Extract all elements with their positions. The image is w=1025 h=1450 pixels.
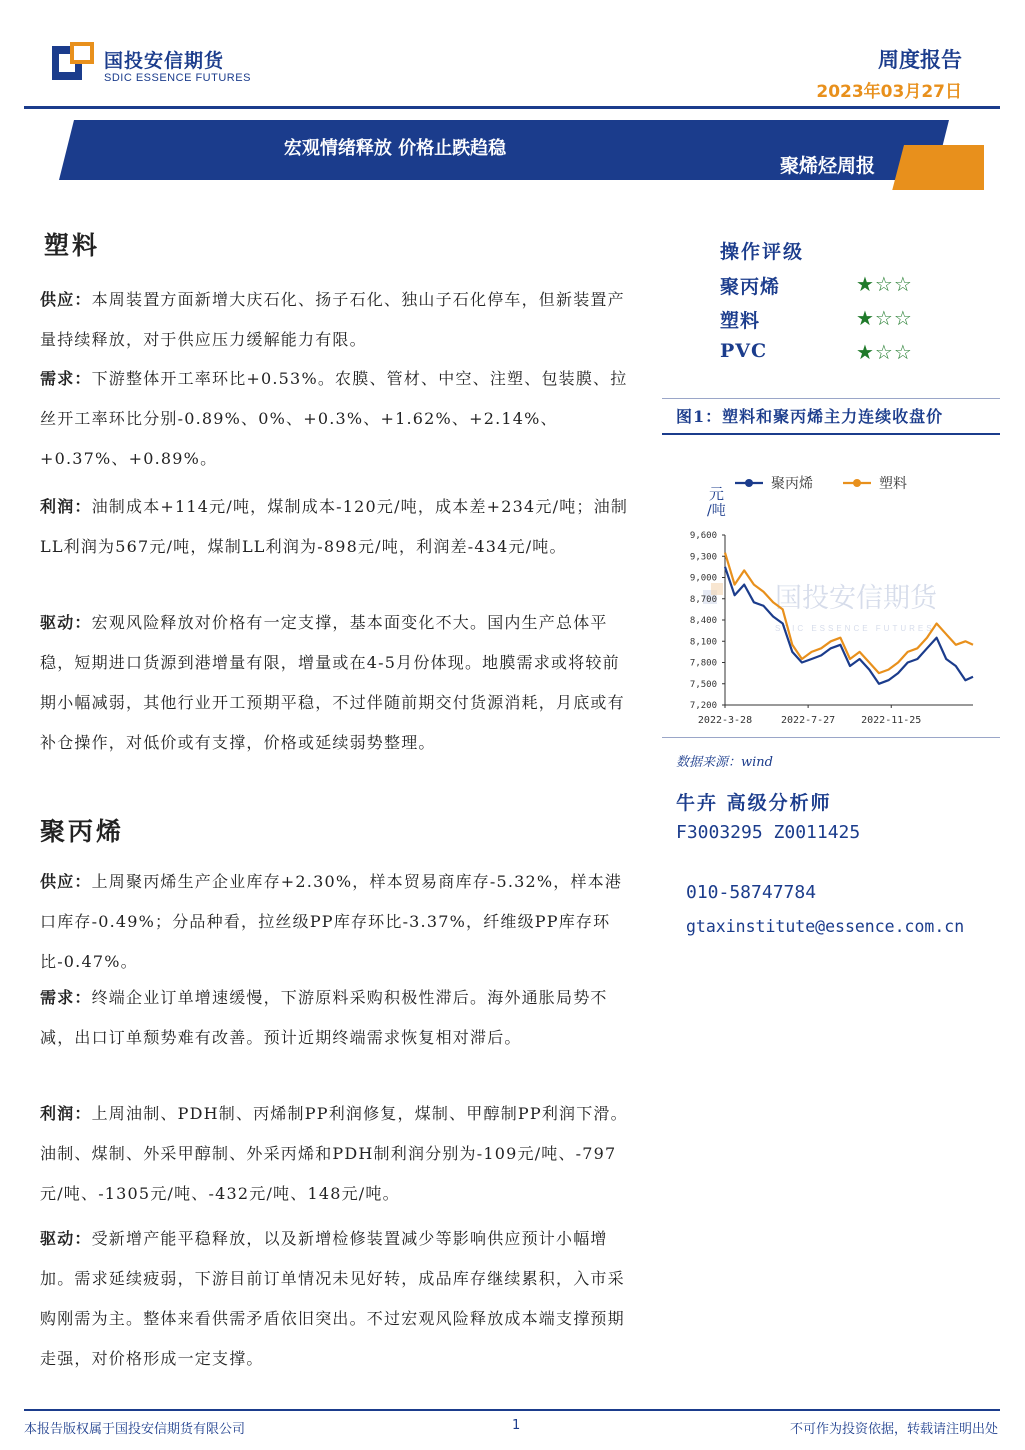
figure-rule (662, 433, 1000, 435)
rating-name-pvc: PVC (720, 340, 768, 362)
watermark-cn: 国投安信期货 (775, 583, 937, 614)
y-tick-label: 7,800 (689, 658, 717, 669)
plastic-driver-paragraph (40, 603, 632, 763)
chart-series (725, 553, 973, 684)
y-tick-label: 7,500 (689, 679, 717, 690)
profit-label: 利润： (40, 1104, 92, 1123)
legend-marker (745, 479, 753, 487)
profit-label: 利润： (40, 497, 92, 516)
price-line-chart (665, 465, 995, 737)
analyst-email[interactable]: gtaxinstitute@essence.com.cn (686, 917, 965, 936)
y-tick-label: 9,000 (689, 573, 717, 584)
rating-stars-pp: ★☆☆ (856, 272, 913, 296)
rating-stars-pvc: ★☆☆ (856, 340, 913, 364)
driver-text: 宏观风险释放对价格有一定支撑，基本面变化不大。国内生产总体平稳，短期进口货源到港增量有限，增量或在4-5月份体现。地膜需求或将较前期小幅减弱，其他行业开工预期平稳，不过伴随前期交付货源消耗，月底或有补仓操作，对低价或有支撑，价格或延续弱势整理。 (40, 613, 625, 752)
demand-label: 需求： (40, 369, 92, 388)
page-number: 1 (512, 1418, 521, 1433)
pp-profit-paragraph (40, 1094, 632, 1214)
rating-stars-plastic: ★☆☆ (856, 306, 913, 330)
data-source: 数据来源：wind (676, 755, 773, 770)
y-tick-label: 8,400 (689, 616, 717, 626)
rating-name-plastic: 塑料 (720, 310, 761, 332)
analyst-phone: 010-58747784 (686, 882, 817, 903)
x-tick-label: 2022-11-25 (861, 715, 922, 726)
profit-text: 上周油制、PDH制、丙烯制PP利润修复，煤制、甲醇制PP利润下滑。油制、煤制、外采甲醇制、外采丙烯和PDH制利润分别为-109元/吨、-797元/吨、-1305元/吨、-432元/吨、148元/吨。 (40, 1104, 628, 1203)
supply-text: 上周聚丙烯生产企业库存+2.30%，样本贸易商库存-5.32%，样本港口库存-0.49%；分品种看，拉丝级PP库存环比-3.37%，纤维级PP库存环比-0.47%。 (40, 872, 623, 971)
section-title-pp: 聚丙烯 (40, 817, 125, 846)
profit-text: 油制成本+114元/吨，煤制成本-120元/吨，成本差+234元/吨；油制LL利润为567元/吨，煤制LL利润为-898元/吨，利润差-434元/吨。 (40, 497, 629, 556)
y-axis-label-group (707, 485, 726, 519)
rating-title: 操作评级 (720, 241, 805, 263)
driver-label: 驱动： (40, 1229, 92, 1248)
y-tick-label: 9,300 (689, 552, 717, 563)
analyst-name: 牛卉 高级分析师 (676, 792, 832, 814)
x-tick-label: 2022-3-28 (697, 715, 753, 726)
analyst-license-ids: F3003295 Z0011425 (676, 822, 861, 843)
demand-text: 下游整体开工率环比+0.53%。农膜、管材、中空、注塑、包装膜、拉丝开工率环比分别-0.89%、0%、+0.3%、+1.62%、+2.14%、+0.37%、+0.89%。 (40, 369, 628, 468)
y-tick-label: 8,700 (689, 594, 717, 605)
figure-rule-top (662, 398, 1000, 399)
figure-rule-bottom (662, 737, 1000, 738)
supply-label: 供应： (40, 290, 92, 309)
y-tick-label: 9,600 (689, 531, 717, 541)
footer-disclaimer: 不可作为投资依据，转载请注明出处 (789, 1422, 998, 1437)
pp-supply-paragraph (40, 862, 632, 982)
x-tick-label: 2022-7-27 (781, 715, 836, 726)
watermark-en: SDIC ESSENCE FUTURES (775, 624, 935, 633)
legend-marker (853, 479, 861, 487)
company-logo-icon (52, 42, 96, 82)
footer-copyright: 本报告版权属于国投安信期货有限公司 (24, 1422, 246, 1437)
legend-label: 塑料 (879, 476, 907, 492)
demand-text: 终端企业订单增速缓慢，下游原料采购积极性滞后。海外通胀局势不减，出口订单颓势难有改善。预计近期终端需求恢复相对滞后。 (40, 988, 608, 1047)
legend-label: 聚丙烯 (771, 476, 813, 492)
supply-label: 供应： (40, 872, 92, 891)
y-axis-label-per: /吨 (707, 503, 726, 519)
footer-divider (24, 1409, 1000, 1411)
headline: 宏观情绪释放 价格止跌趋稳 (283, 138, 507, 159)
figure-title: 图1：塑料和聚丙烯主力连续收盘价 (676, 407, 944, 426)
logo-english-name: SDIC ESSENCE FUTURES (104, 72, 251, 84)
category-tag: 聚烯烃周报 (779, 155, 875, 177)
logo-chinese-name: 国投安信期货 (104, 50, 225, 72)
pp-demand-paragraph (40, 978, 632, 1058)
driver-label: 驱动： (40, 613, 92, 632)
report-type: 周度报告 (878, 48, 962, 72)
report-date: 2023年03月27日 (816, 82, 962, 102)
driver-text: 受新增产能平稳释放，以及新增检修装置减少等影响供应预计小幅增加。需求延续疲弱，下游目前订单情况未见好转，成品库存继续累积，入市采购刚需为主。整体来看供需矛盾依旧突出。不过宏观风险释放成本端支撑预期走强，对价格形成一定支撑。 (40, 1229, 625, 1368)
y-tick-label: 7,200 (689, 701, 717, 711)
plastic-demand-paragraph (40, 359, 632, 479)
supply-text: 本周装置方面新增大庆石化、扬子石化、独山子石化停车，但新装置产量持续释放，对于供应压力缓解能力有限。 (40, 290, 625, 349)
pp-driver-paragraph (40, 1219, 632, 1379)
section-title-plastic: 塑料 (44, 231, 101, 260)
rating-name-pp: 聚丙烯 (720, 276, 781, 298)
chart-legend (735, 475, 907, 492)
plastic-profit-paragraph (40, 487, 632, 567)
y-axis-label-unit: 元 (709, 485, 725, 503)
plastic-supply-paragraph (40, 280, 632, 360)
y-tick-label: 8,100 (689, 637, 717, 648)
header-divider (24, 106, 1000, 109)
demand-label: 需求： (40, 988, 92, 1007)
